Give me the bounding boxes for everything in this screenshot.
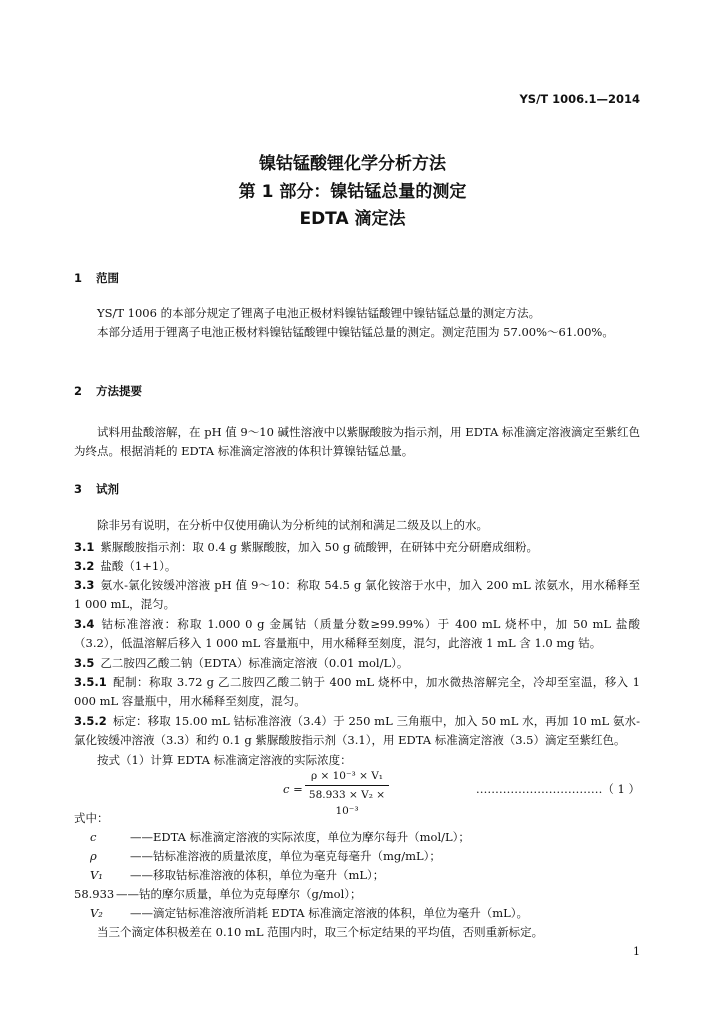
definition-text: ——EDTA 标准滴定溶液的实际浓度，单位为摩尔每升（mol/L）； [130,830,470,844]
clause-text: 钴标准溶液：称取 1.000 0 g 金属钴（质量分数≥99.99%）于 400 mL 烧杯中，加 50 mL 盐酸（3.2），低温溶解后移入 1 000 mL 容量瓶中，用水稀释至刻度，混匀，此溶液 1 mL 含 1.0 mg 钴。 [74,617,640,650]
definition-item [90,904,640,923]
concentration-formula [0,768,705,817]
section-heading-reagents [74,480,119,499]
scope-paragraph-2: 本部分适用于锂离子电池正极材料镍钴锰酸锂中镍钴锰总量的测定。测定范围为 57.00%～61.00%。 [97,325,614,339]
document-title-line1: 镍钴锰酸锂化学分析方法 [259,154,446,174]
definition-item [74,885,624,904]
reagent-item [74,712,640,750]
clause-text: 盐酸（1+1）。 [100,559,177,573]
definition-symbol: ρ [90,849,97,863]
standard-code: YS/T 1006.1—2014 [519,92,640,106]
page-number: 1 [633,945,640,958]
method-summary-paragraph: 试料用盐酸溶解，在 pH 值 9～10 碱性溶液中以紫脲酸胺为指示剂，用 EDTA 标准滴定溶液滴定至紫红色为终点。根据消耗的 EDTA 标准滴定溶液的体积计算镍钴锰总量。 [74,425,640,458]
clause-number: 3.1 [74,540,95,554]
section-number: 3 [74,482,83,496]
clause-number: 3.5.2 [74,714,107,728]
section-heading-scope [74,269,119,288]
section-title: 方法提要 [96,384,142,398]
clause-number: 3.2 [74,559,95,573]
document-title-line3: EDTA 滴定法 [299,209,406,229]
section-number: 2 [74,384,83,398]
reagents-intro: 除非另有说明，在分析中仅使用确认为分析纯的试剂和满足二级及以上的水。 [97,518,488,532]
reagent-item [74,538,640,557]
clause-number: 3.4 [74,617,95,631]
definition-item [90,866,640,885]
definition-text: ——钴的摩尔质量，单位为克每摩尔（g/mol）； [116,887,362,901]
definition-symbol: V₁ [90,868,103,882]
reagent-item [74,615,640,653]
clause-text: 配制：称取 3.72 g 乙二胺四乙酸二钠于 400 mL 烧杯中，加水微热溶解完全，冷却至室温，移入 1 000 mL 容量瓶中，用水稀释至刻度，混匀。 [74,675,640,708]
closing-statement: 当三个滴定体积极差在 0.10 mL 范围内时，取三个标定结果的平均值，否则重新标定。 [97,925,544,939]
clause-text: 紫脲酸胺指示剂：取 0.4 g 紫脲酸胺，加入 50 g 硫酸钾，在研钵中充分研磨成细粉。 [100,540,538,554]
formula-lhs: c = [283,782,303,796]
definition-text: ——移取钴标准溶液的体积，单位为毫升（mL）； [130,868,385,882]
reagent-item [74,654,640,673]
clause-text: 乙二胺四乙酸二钠（EDTA）标准滴定溶液（0.01 mol/L）。 [100,656,409,670]
definition-symbol: V₂ [90,906,103,920]
formula-denominator: 58.933 × V₂ × 10⁻³ [308,789,386,817]
reagent-item [74,576,640,614]
reagent-item [74,557,640,576]
clause-number: 3.5.1 [74,675,107,689]
clause-number: 3.5 [74,656,95,670]
document-title-line2: 第 1 部分：镍钴锰总量的测定 [238,182,467,202]
section-number: 1 [74,271,83,285]
clause-text: 氨水-氯化铵缓冲溶液 pH 值 9～10：称取 54.5 g 氯化铵溶于水中，加入 200 mL 浓氨水，用水稀释至 1 000 mL，混匀。 [74,578,640,611]
formula-numerator: ρ × 10⁻³ × V₁ [305,768,389,786]
formula-intro: 按式（1）计算 EDTA 标准滴定溶液的实际浓度： [97,753,352,767]
equation-number: ……………………………（ 1 ） [475,782,640,796]
section-heading-method-summary [74,382,142,401]
where-label: 式中： [74,811,109,825]
reagent-item [74,673,640,711]
definition-item [90,828,640,847]
definition-item [90,847,640,866]
definition-text: ——钴标准溶液的质量浓度，单位为毫克每毫升（mg/mL）； [130,849,441,863]
definition-text: ——滴定钴标准溶液所消耗 EDTA 标准滴定溶液的体积，单位为毫升（mL）。 [130,906,529,920]
clause-number: 3.3 [74,578,95,592]
scope-paragraph-1: YS/T 1006 的本部分规定了锂离子电池正极材料镍钴锰酸锂中镍钴锰总量的测定方法。 [97,306,541,320]
definition-symbol: 58.933 [74,887,115,901]
definition-symbol: c [90,830,97,844]
clause-text: 标定：移取 15.00 mL 钴标准溶液（3.4）于 250 mL 三角瓶中，加入 50 mL 水，再加 10 mL 氨水-氯化铵缓冲溶液（3.3）和约 0.1 g 紫脲酸胺指示剂（3.1），用 EDTA 标准滴定溶液（3.5）滴定至紫红色。 [74,714,640,747]
section-title: 试剂 [96,482,119,496]
section-title: 范围 [96,271,119,285]
